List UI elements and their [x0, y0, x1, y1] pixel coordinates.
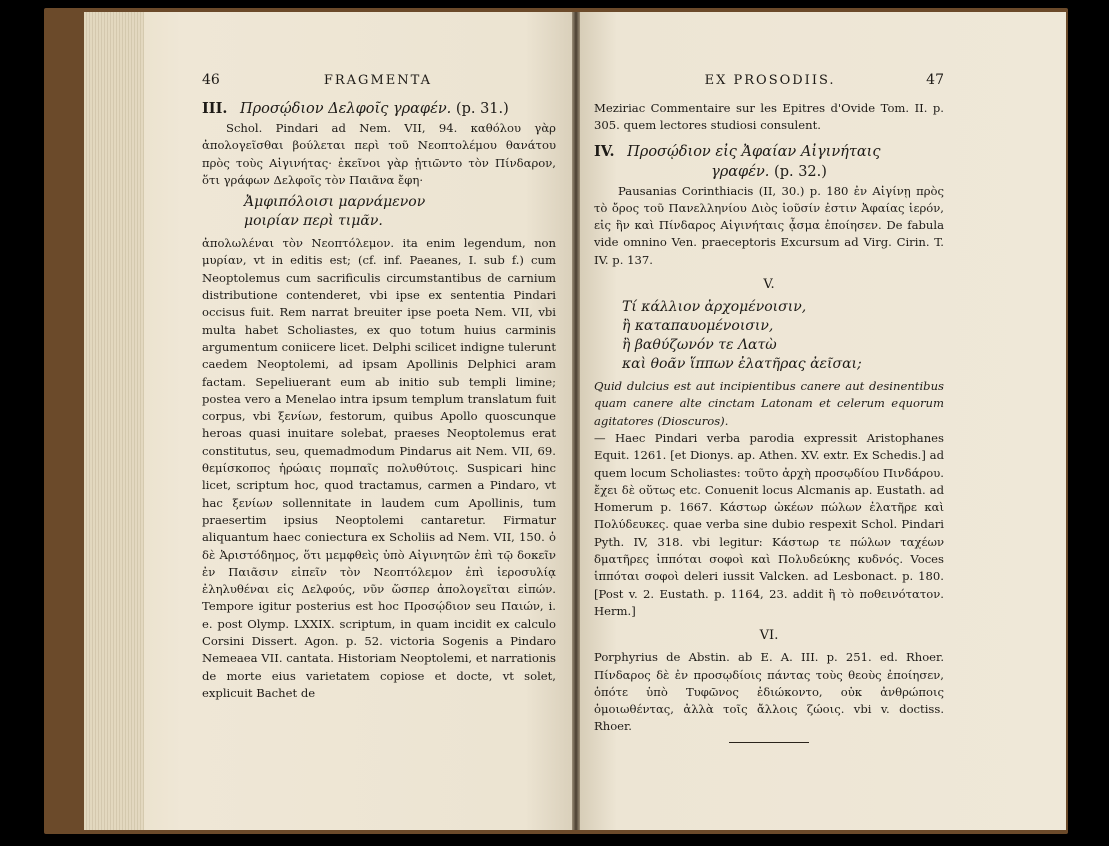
section-iv-numeral: IV.	[594, 142, 615, 160]
running-title-left: FRAGMENTA	[323, 73, 432, 88]
section-iii-paragraph-2: ἀπολωλέναι τὸν Νεοπτόλεμον. ita enim legendum, non μυρίαν, vt in editis est; (cf. inf. Paeanes, I. sub f.) cum Neoptolemus cum sacrificulis circumstantibus de carnium distributione contenderet, vbi ipse ex sententia Pindari occisus fuit. Rem narrat breuiter ipse poeta Nem. VII, vbi multa habet Scholiastes, ex quo totum huius carminis argumentum coniicere licet. Delphi scilicet indigne tulerunt caedem Neoptolemi, ad ipsam Apollinis Delphici aram factam. Sepeliuerant eum ab initio sub templi limine; postea vero a Menelao intra ipsum templum translatum fuit corpus, vbi ξενίων, festorum, quibus Apollo quoscunque heroas quasi inuitare solebat, praeses Neoptolemus erat constitutus, seu, quemadmodum Pindarus ait Nem. VII, 69. θεμίσκοπος ἡρώαις πομπαῖς πολυθύτοις. Suspicari hinc licet, scriptum hoc, quod tractamus, carmen a Pindaro, vt hac ξενίων sollennitate in laudem cum Apollinis, tum praesertim ipsius Neoptolemi cantaretur. Firmatur aliquantum haec coniectura ex Scholiis ad Nem. VII, 150. ὁ δὲ Ἀριστόδημος, ὅτι μεμφθεὶς ὑπὸ Αἰγινητῶν ἐπὶ τῷ δοκεῖν ἐν Παιᾶσιν εἰπεῖν τὸν Νεοπτόλεμον ἐπὶ ἱεροσυλίᾳ ἐληλυθέναι εἰς Δελφούς, νῦν ὥσπερ ἀπολογεῖται εἰπών. Tempore igitur posterius est hoc Προσῴδιον seu Παιών, i. e. post Olymp. LXXIX. scriptum, in quam incidit ex calculo Corsini Dissert. Agon. p. 52. victoria Sogenis a Pindaro Nemeaea VII. cantata. Historiam Neoptolemi, et narrationis de morte eius varietatem copiose et docte, vt solet, explicuit Bachet de	[202, 236, 556, 700]
section-iv-title-line-2	[594, 163, 944, 181]
section-iii-numeral: III.	[202, 100, 228, 117]
verse-line: Τί κάλλιον ἀρχομένοισιν,	[622, 299, 807, 316]
left-running-head	[202, 72, 556, 88]
section-iv-heading-1: Προσῴδιον εἰς Ἀφαίαν Αἰγινήταις	[627, 143, 881, 160]
gutter	[572, 12, 580, 830]
section-iv-paragraph: Pausanias Corinthiacis (II, 30.) p. 180 ἐν Αἰγίνῃ πρὸς τὸ ὄρος τοῦ Πανελληνίου Διὸς ἰοῦσίν ἐστιν Ἀφαίας ἱερόν, εἰς ἣν καὶ Πίνδαρος Αἰγινήταις ᾆσμα ἐποίησεν. De fabula vide omnino Ven. praeceptoris Excursum ad Virg. Cirin. T. IV. p. 137.	[594, 183, 944, 267]
page-edges	[84, 12, 144, 830]
running-title-right: EX PROSODIIS.	[704, 73, 836, 88]
section-vi-paragraph: Porphyrius de Abstin. ab E. A. III. p. 251. ed. Rhoer. Πίνδαρος δὲ ἐν προσῳδίοις πάντας τοὺς θεοὺς ἐποίησεν, ὁπότε ὑπὸ Τυφῶνος ἐδιώκοντο, οὐκ ἀνθρώποις ὁμοιωθέντας, ἀλλὰ τοῖς ἄλλοις ζώοις. vbi v. doctiss. Rhoer.	[594, 650, 944, 734]
right-running-head	[594, 72, 944, 88]
verse-line: ἢ βαθύζωνόν τε Λατὼ	[622, 337, 777, 354]
verse-line: ἢ καταπαυομένοισιν,	[622, 318, 774, 335]
continuation-paragraph: Meziriac Commentaire sur les Epitres d'Ovide Tom. II. p. 305. quem lectores studiosi consulent.	[594, 101, 944, 133]
section-v-numeral: V.	[763, 277, 775, 293]
section-v-verse	[622, 298, 944, 374]
page-number-right: 47	[926, 72, 944, 88]
section-iii-heading: Προσῴδιον Δελφοῖς γραφέν.	[240, 101, 452, 117]
verse-line: μοιρίαν περὶ τιμᾶν.	[244, 213, 383, 230]
verse-line: Ἀμφιπόλοισι μαρνάμενον	[244, 194, 426, 211]
section-iv-title	[594, 143, 944, 161]
right-page-content	[594, 72, 944, 743]
page-number-left: 46	[202, 72, 220, 88]
end-rule	[729, 742, 809, 743]
section-vi-numeral: VI.	[759, 628, 779, 644]
section-iii-title	[202, 100, 556, 118]
latin-translation: Quid dulcius est aut incipientibus canere aut desinentibus quam canere alte cinctam Latonam et celerum equorum agitatores (Dioscuros).	[594, 379, 944, 428]
section-iii-paragraph-1: Schol. Pindari ad Nem. VII, 94. καθόλου γὰρ ἀπολογεῖσθαι βούλεται περὶ τοῦ Νεοπτολέμου θανάτου πρὸς τοὺς Αἰγινήτας· ἐκεῖνοι γὰρ ᾐτιῶντο τὸν Πίνδαρον, ὅτι γράφων Δελφοῖς τὸν Παιᾶνα ἔφη·	[202, 121, 556, 187]
section-iv-heading-2: γραφέν.	[711, 163, 770, 180]
section-iii-verse	[244, 193, 556, 231]
section-iv-ref: (p. 32.)	[774, 163, 827, 180]
left-page-content	[202, 72, 556, 702]
section-v-paragraph: — Haec Pindari verba parodia expressit Aristophanes Equit. 1261. [et Dionys. ap. Athen. XV. extr. Ex Schedis.] ad quem locum Scholiastes: τοῦτο ἀρχὴ προσῳδίου Πινδάρου. ἔχει δὲ οὕτως etc. Conuenit locus Alcmanis ap. Eustath. ad Homerum p. 1667. Κάστωρ ὠκέων πώλων ἐλατῆρε καὶ Πολύδευκες. quae verba sine dubio respexit Schol. Pindari Pyth. IV, 318. vbi legitur: Κάστωρ τε πώλων ταχέων δματῆρες ἱππόται σοφοὶ καὶ Πολυδεύκης κυδνός. Voces ἱππόται σοφοὶ deleri iussit Valcken. ad Lesbonact. p. 180. [Post v. 2. Eustath. p. 1164, 23. addit ἢ τὸ ποθεινότατον. Herm.]	[594, 430, 944, 618]
section-iii-ref: (p. 31.)	[455, 101, 509, 117]
verse-line: καὶ θοᾶν ἵππων ἐλατῆρας ἀεῖσαι;	[622, 356, 862, 373]
